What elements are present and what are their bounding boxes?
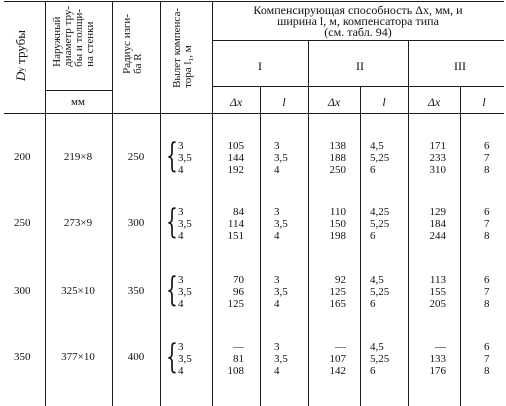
row3-offset: 3 3,5 4 [178,274,192,310]
row1-iii-dx: 171 233 310 [429,140,446,176]
row3-brace: { [166,270,178,310]
row3-ii-l: 4,5 5,25 6 [370,274,390,310]
row2-outer: 273×9 [63,217,93,229]
row1-ii-dx: 138 188 250 [329,140,346,176]
header-outer-diameter: Наружный диаметр тру- бы и толщи- на стенки [51,6,96,67]
row4-i-dx: — 81 108 [227,341,244,377]
row2-dy: 250 [14,217,31,229]
header-type-ii: II [356,59,364,73]
row3-dy: 300 [14,285,31,297]
vrule-6 [308,40,309,406]
row4-iii-l: 6 7 8 [484,341,490,377]
vrule-2 [112,1,113,406]
row3-radius: 350 [127,285,145,297]
row4-radius: 400 [127,351,145,363]
header-dy-letter: D [13,71,28,81]
header-compensator-offset: Вылет компенса- тора l₁, м [171,8,194,88]
row4-dy: 350 [14,351,31,363]
subheader-iii-dx: Δx [427,95,441,109]
rule-unit-row [45,90,112,91]
vrule-7 [360,86,361,406]
row1-i-dx: 105 144 192 [227,140,244,176]
row4-offset: 3 3,5 4 [178,341,192,377]
subheader-i-l: l [282,95,286,109]
row4-ii-l: 4,5 5,25 6 [370,341,390,377]
header-outer-unit: мм [71,96,85,108]
row3-i-l: 3 3,5 4 [274,274,288,310]
vrule-8 [408,40,409,406]
rule-top [4,1,504,2]
subheader-ii-l: l [382,95,386,109]
row1-i-l: 3 3,5 4 [274,140,288,176]
subheader-ii-dx: Δx [327,95,341,109]
row2-radius: 300 [127,217,145,229]
row1-offset: 3 3,5 4 [178,140,192,176]
row1-outer: 219×8 [63,151,93,163]
row2-ii-l: 4,25 5,25 6 [370,206,390,242]
row3-outer: 325×10 [61,285,95,297]
header-dy [14,30,28,81]
row1-radius: 250 [127,151,145,163]
row4-outer: 377×10 [61,351,95,363]
header-dy-rest: трубы [13,30,28,68]
subheader-iii-l: l [482,95,486,109]
row4-brace: { [166,337,178,377]
row4-iii-dx: — 133 176 [429,341,446,377]
row2-iii-l: 6 7 8 [484,206,490,242]
row2-i-l: 3 3,5 4 [274,206,288,242]
header-capacity-line-3: (см. табл. 94) [324,25,392,39]
vrule-9 [460,86,461,406]
rule-under-capacity-title [212,40,504,41]
row4-i-l: 3 3,5 4 [274,341,288,377]
row1-dy: 200 [14,151,31,163]
header-type-iii: III [454,59,466,73]
subheader-i-dx: Δx [229,95,243,109]
row2-brace: { [166,202,178,242]
row3-iii-l: 6 7 8 [484,274,490,310]
header-capacity-line-2: ширина l, м, компенсатора типа [277,14,439,28]
row3-i-dx: 70 96 125 [227,274,244,310]
row2-i-dx: 84 114 151 [227,206,244,242]
header-capacity-line-1: Компенсирующая способность Δx, мм, и [253,3,463,17]
vrule-3 [160,1,161,406]
row4-ii-dx: — 107 142 [329,341,346,377]
row1-ii-l: 4,5 5,25 6 [370,140,390,176]
row2-iii-dx: 129 184 244 [429,206,446,242]
row2-offset: 3 3,5 4 [178,206,192,242]
row1-iii-l: 6 7 8 [484,140,490,176]
row2-ii-dx: 110 150 198 [329,206,346,242]
header-bend-radius: Радиус изги- ба R [121,14,144,74]
vrule-1 [45,1,46,406]
row3-iii-dx: 113 155 205 [429,274,446,310]
vrule-4 [212,1,213,406]
row1-brace: { [166,136,178,176]
vrule-5 [260,86,261,406]
rule-header-bottom [4,113,504,114]
header-type-i: I [258,59,262,73]
header-dy-sub: y [16,67,26,72]
row3-ii-dx: 92 125 165 [329,274,346,310]
